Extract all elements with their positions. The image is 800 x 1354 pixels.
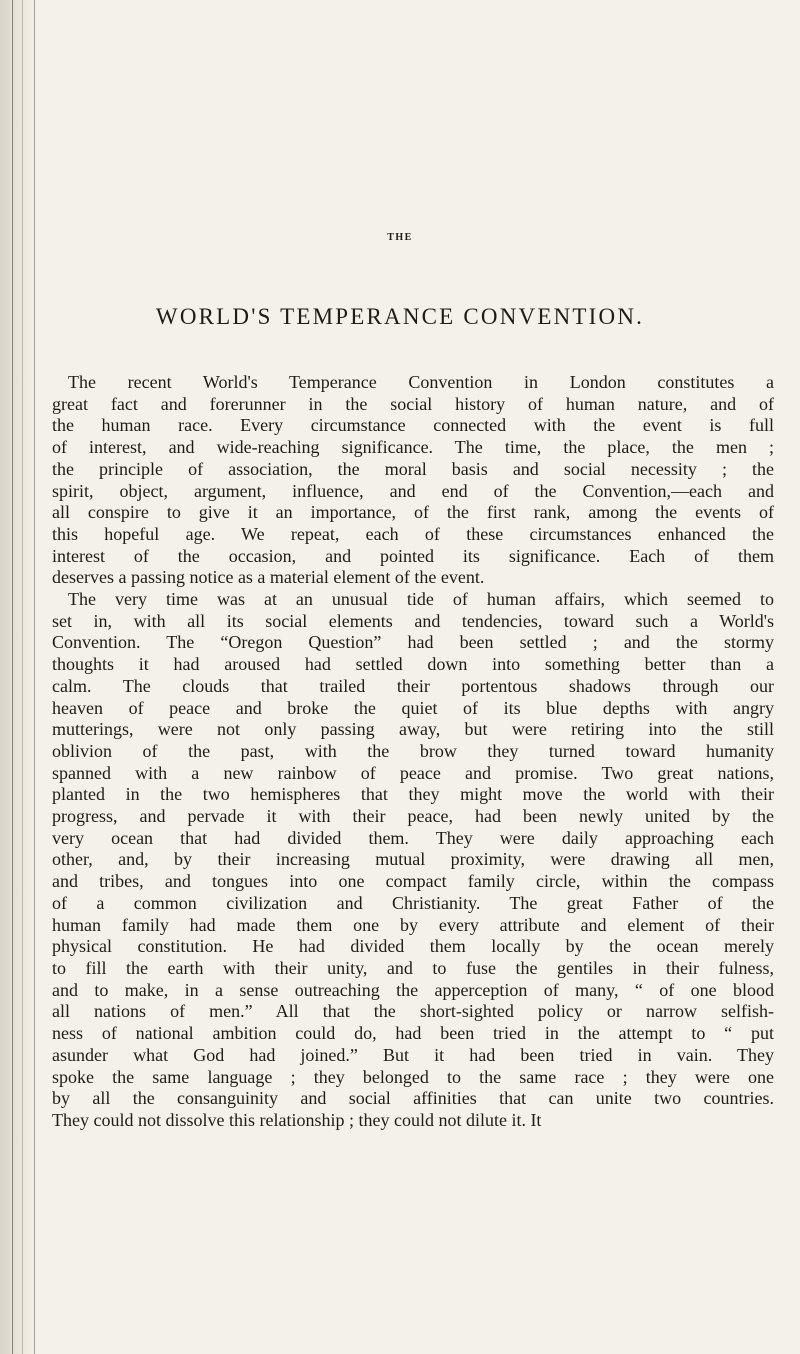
text-line: this hopeful age. We repeat, each of these circumstances enhanced the [52,523,774,544]
text-line: of a common civilization and Christianity. The great Father of the [52,892,774,913]
text-line: The recent World's Temperance Convention in London constitutes a [68,372,774,392]
text-line: other, and, by their increasing mutual proximity, were drawing all men, [52,849,774,870]
text-line: thoughts it had aroused had settled down into something better than a [52,654,774,675]
gutter-edge-line [34,0,35,1354]
text-line: mutterings, were not only passing away, but were retiring into the still [52,719,774,740]
text-line: very ocean that had divided them. They were daily approaching each [52,827,774,848]
text-line: spoke the same language ; they belonged to the same race ; they were one [52,1066,774,1087]
text-line: all conspire to give it an importance, of the first rank, among the events of [52,502,774,523]
text-line: heaven of peace and broke the quiet of its blue depths with angry [52,697,774,718]
text-line: spirit, object, argument, influence, and end of the Convention,—each and [52,480,774,501]
text-line: set in, with all its social elements and tendencies, toward such a World's [52,610,774,631]
binding-gutter [0,0,38,1354]
text-line: ness of national ambition could do, had been tried in the attempt to “ put [52,1023,774,1044]
text-line: great fact and forerunner in the social history of human nature, and of [52,393,774,414]
text-line: and to make, in a sense outreaching the apperception of many, “ of one blood [52,979,774,1000]
text-line: interest of the occasion, and pointed its significance. Each of them [52,545,774,566]
paragraph [52,589,774,1132]
text-line: The very time was at an unusual tide of human affairs, which seemed to [68,589,774,610]
gutter-edge-line [12,0,13,1354]
article-body [52,372,774,1132]
text-line: They could not dissolve this relationship ; they could not dilute it. It [52,1109,542,1130]
text-line: and tribes, and tongues into one compact family circle, within the compass [52,871,774,892]
text-line: oblivion of the past, with the brow they turned toward humanity [52,740,774,761]
text-line: the human race. Every circumstance connected with the event is full [52,415,774,436]
article-title: WORLD'S TEMPERANCE CONVENTION. [155,304,645,329]
paragraph [52,372,774,589]
text-line: progress, and pervade it with their peace, had been newly united by the [52,806,774,827]
text-line: to fill the earth with their unity, and to fuse the gentiles in their fulness, [52,957,774,978]
text-line: planted in the two hemispheres that they might move the world with their [52,784,774,805]
text-line: the principle of association, the moral basis and social necessity ; the [52,458,774,479]
text-line: physical constitution. He had divided them locally by the ocean merely [52,936,774,957]
text-line: all nations of men.” All that the short-sighted policy or narrow selfish- [52,1001,774,1022]
text-line: calm. The clouds that trailed their portentous shadows through our [52,675,774,696]
title-kicker: THE [387,232,413,243]
text-line: deserves a passing notice as a material element of the event. [52,567,485,588]
gutter-edge-line [22,0,23,1354]
text-line: of interest, and wide-reaching significance. The time, the place, the men ; [52,437,774,458]
text-line: spanned with a new rainbow of peace and promise. Two great nations, [52,762,774,783]
text-line: asunder what God had joined.” But it had been tried in vain. They [52,1044,774,1065]
text-line: by all the consanguinity and social affinities that can unite two countries. [52,1088,774,1109]
text-line: human family had made them one by every attribute and element of their [52,914,774,935]
text-line: Convention. The “Oregon Question” had been settled ; and the stormy [52,632,774,653]
